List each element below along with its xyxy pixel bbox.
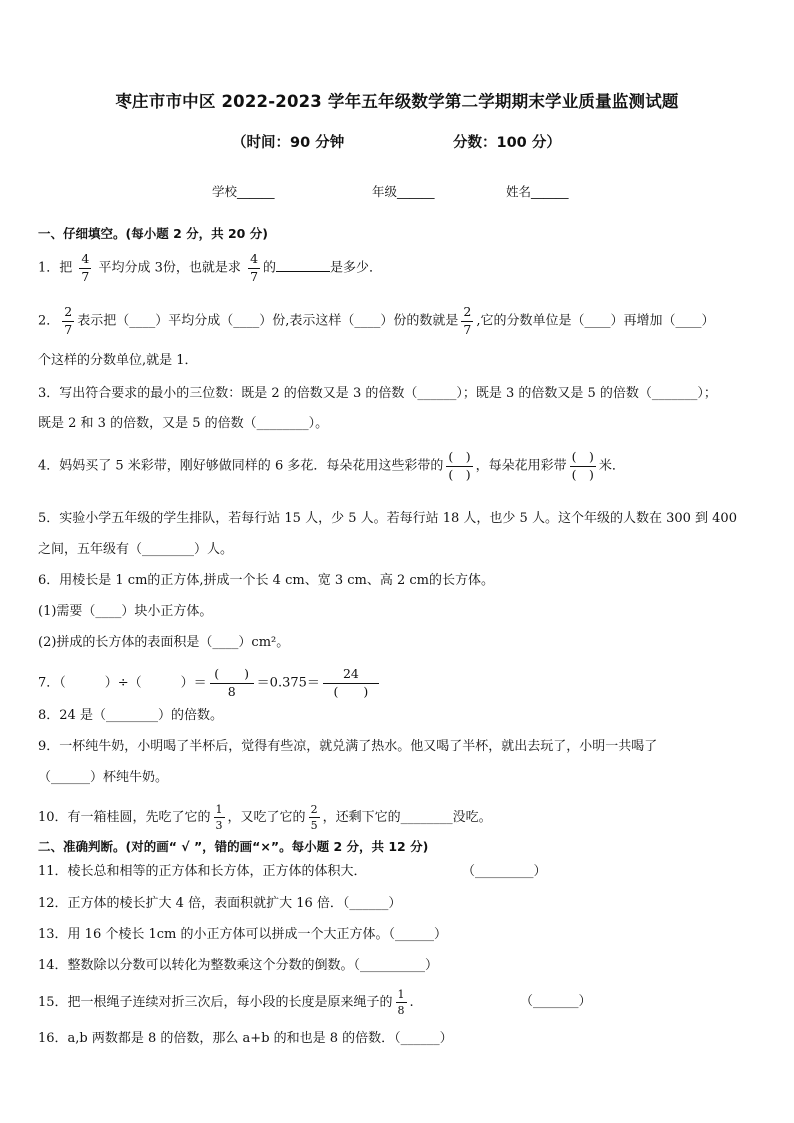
q7-text-a: 7．（ ）÷（ ）＝: [38, 675, 207, 691]
q2-text-c: ,它的分数单位是（____）再增加（____）: [476, 313, 715, 329]
q7-text-b: ＝0.375＝: [256, 675, 320, 691]
q10-text-c: ，还剩下它的________没吃。: [322, 810, 492, 825]
question-8: 8．24 是（________）的倍数。: [38, 708, 223, 723]
question-9-line-2: （______）杯纯牛奶。: [38, 770, 169, 785]
q2-f2-numerator: 2: [461, 306, 473, 322]
q2-f2-denominator: 7: [463, 321, 472, 337]
name-field[interactable]: 姓名______: [506, 184, 569, 199]
question-10: [38, 804, 492, 831]
q4-fraction-2[interactable]: [570, 451, 596, 481]
q1-f1-numerator: 4: [79, 253, 91, 269]
question-6-line-3: (2)拼成的长方体的表面积是（____）cm²。: [38, 635, 290, 650]
q10-fraction-1: [214, 804, 225, 831]
question-3-line-1: 3．写出符合要求的最小的三位数：既是 2 的倍数又是 3 的倍数（______）；既是 3 的倍数又是 5 的倍数（_______）；: [38, 386, 717, 401]
question-1: [38, 253, 382, 283]
q7-f1-numerator: ( ): [210, 668, 254, 684]
q4-f2-numerator: ( ): [570, 451, 596, 467]
q4-f2-denominator: ( ): [571, 466, 594, 482]
q15-answer-paren[interactable]: （_______）: [520, 994, 592, 1009]
question-2: [38, 306, 714, 336]
grade-field[interactable]: 年级______: [372, 184, 435, 199]
q4-text-a: 4．妈妈买了 5 米彩带，刚好够做同样的 6 多花．每朵花用这些彩带的: [38, 458, 444, 474]
q1-text-b: 平均分成 3份，也就是求: [98, 260, 241, 276]
q4-text-b: ，每朵花用彩带: [475, 458, 567, 474]
q7-f2-denominator: ( ): [333, 683, 369, 699]
section-heading-true-false: 二、准确判断。(对的画“ √ ”，错的画“×”。每小题 2 分，共 12 分): [38, 839, 429, 854]
q10-f1-numerator: 1: [215, 803, 223, 816]
q1-fraction-2: [248, 253, 260, 283]
question-2-line-2: 个这样的分数单位,就是 1．: [38, 353, 198, 368]
q15-fraction: [396, 989, 407, 1016]
question-9-line-1: 9．一杯纯牛奶，小明喝了半杯后，觉得有些凉，就兑满了热水。他又喝了半杯，就出去玩了，小明一共喝了: [38, 739, 658, 754]
q1-text-c: 的: [263, 260, 277, 276]
q1-answer-blank[interactable]: [276, 259, 330, 272]
question-6-line-2: (1)需要（____）块小正方体。: [38, 604, 213, 619]
question-13: 13．用 16 个棱长 1cm 的小正方体可以拼成一个大正方体。（______）: [38, 927, 447, 942]
exam-score: 分数：100 分）: [453, 135, 561, 151]
q10-text-b: ，又吃了它的: [227, 810, 306, 825]
q15-text-b: .: [409, 995, 414, 1010]
q1-text-d: 是多少．: [330, 260, 383, 276]
q7-fraction-2[interactable]: [323, 668, 379, 698]
school-field[interactable]: 学校______: [212, 184, 275, 199]
q2-text-a: 2．: [38, 313, 60, 329]
q2-text-b: 表示把（____）平均分成（____）份,表示这样（____）份的数就是: [77, 313, 459, 329]
q2-f1-denominator: 7: [64, 321, 73, 337]
exam-time: （时间：90 分钟: [232, 135, 345, 151]
q4-fraction-1[interactable]: [446, 451, 472, 481]
q10-f2-numerator: 2: [310, 803, 318, 816]
q11-answer-paren[interactable]: （_________）: [462, 864, 547, 879]
q11-text: 11．棱长总和相等的正方体和长方体，正方体的体积大．: [38, 864, 367, 879]
page-title: 枣庄市市中区 2022-2023 学年五年级数学第二学期期末学业质量监测试题: [115, 92, 679, 111]
question-4: [38, 451, 625, 481]
q4-f1-denominator: ( ): [448, 466, 471, 482]
q2-fraction-1: [62, 306, 74, 336]
question-12: 12．正方体的棱长扩大 4 倍，表面积就扩大 16 倍．（______）: [38, 896, 402, 911]
q7-fraction-1[interactable]: [210, 668, 254, 698]
q10-f2-denominator: 5: [310, 819, 318, 832]
q10-fraction-2: [309, 804, 320, 831]
question-7: [38, 668, 382, 698]
question-16: 16．a,b 两数都是 8 的倍数，那么 a+b 的和也是 8 的倍数．（______）: [38, 1031, 453, 1046]
question-3-line-2: 既是 2 和 3 的倍数，又是 5 的倍数（________）。: [38, 416, 329, 431]
section-heading-fill-in: 一、仔细填空。(每小题 2 分，共 20 分): [38, 226, 268, 241]
q1-f1-denominator: 7: [81, 268, 90, 284]
question-5-line-2: 之间，五年级有（________）人。: [38, 542, 234, 557]
q1-f2-denominator: 7: [250, 268, 259, 284]
question-5-line-1: 5．实验小学五年级的学生排队，若每行站 15 人，少 5 人。若每行站 18 人，也少 5 人。这个年级的人数在 300 到 400: [38, 511, 737, 526]
q1-f2-numerator: 4: [248, 253, 260, 269]
q7-f2-numerator: 24: [323, 668, 379, 684]
question-15: [38, 988, 592, 1017]
q2-f1-numerator: 2: [62, 306, 74, 322]
q10-text-a: 10．有一箱桂圆，先吃了它的: [38, 810, 211, 825]
q15-denominator: 8: [397, 1004, 405, 1017]
q7-f1-denominator: 8: [227, 683, 236, 699]
q1-text-a: 1．把: [38, 260, 73, 276]
q15-text-a: 15．把一根绳子连续对折三次后，每小段的长度是原来绳子的: [38, 995, 393, 1010]
q4-f1-numerator: ( ): [446, 451, 472, 467]
question-6-line-1: 6．用棱长是 1 cm的正方体,拼成一个长 4 cm、宽 3 cm、高 2 cm的长方体。: [38, 573, 494, 588]
q15-numerator: 1: [397, 988, 405, 1001]
q10-f1-denominator: 3: [215, 819, 223, 832]
question-11: [38, 863, 547, 881]
q1-fraction-1: [79, 253, 91, 283]
q2-fraction-2: [461, 306, 473, 336]
question-14: 14．整数除以分数可以转化为整数乘这个分数的倒数。（__________）: [38, 958, 439, 973]
q4-text-c: 米．: [598, 458, 625, 474]
